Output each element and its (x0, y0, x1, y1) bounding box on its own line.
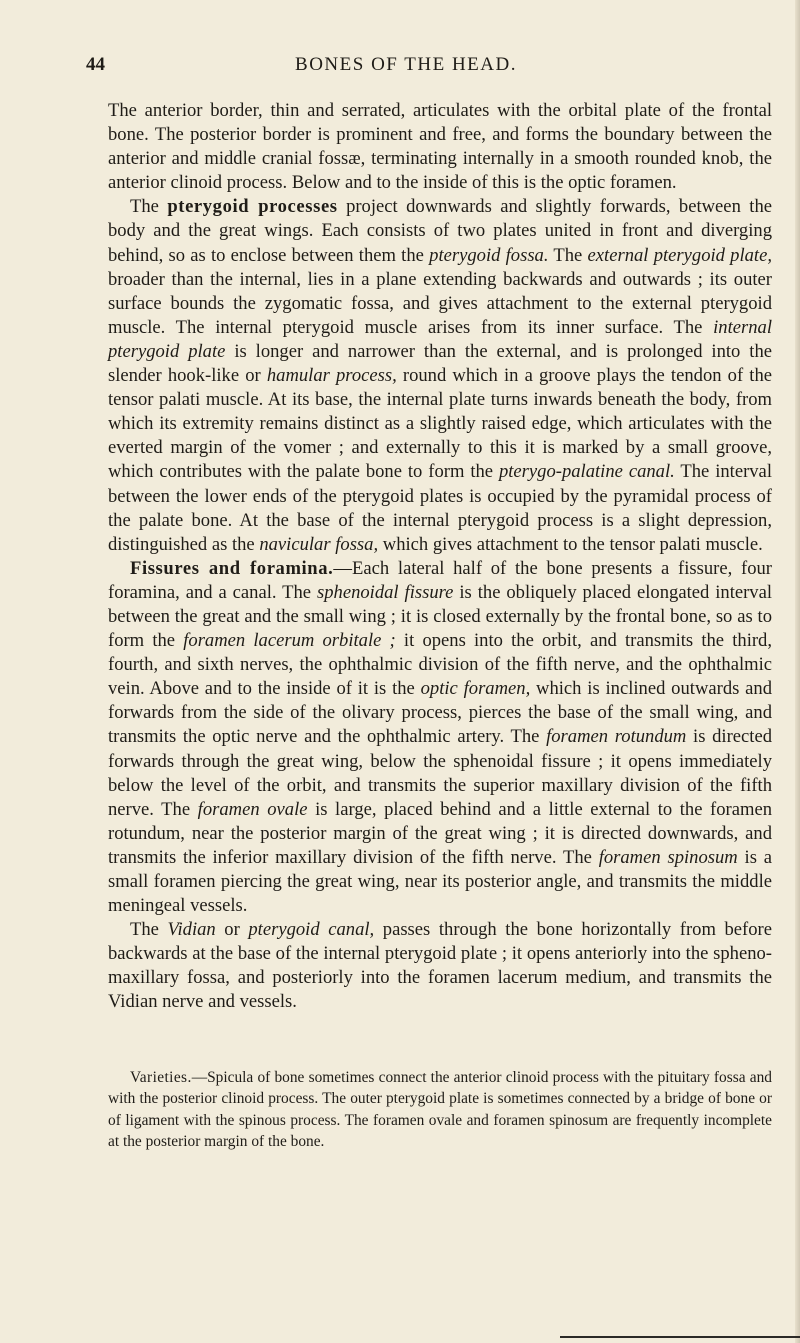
varieties-text: —Spicula of bone sometimes connect the anterior clinoid process with the pituitary fossa and with the posterior clinoid process. The outer pterygoid plate is sometimes connected by a bridge of bone or of ligament with the spinous process. The foramen ovale and foramen spinosum are frequently incomplete at the posterior margin of the bone. (108, 1069, 772, 1150)
heading-pterygoid-processes: pterygoid processes (167, 196, 338, 218)
paragraph-anterior-border: The anterior border, thin and serrated, articulates with the orbital plate of the frontal bone. The posterior border is prominent and free, and forms the boundary between the anterior and middle cranial fossæ, terminating internally in a smooth rounded knob, the anterior clinoid process. Below and to the inside of this is the optic foramen. (108, 100, 772, 194)
page-number: 44 (86, 54, 105, 75)
term-vidian: Vidian (167, 919, 216, 941)
main-text (108, 99, 772, 1015)
term-optic-foramen: optic foramen, (420, 678, 531, 700)
term-pterygoid-canal: pterygoid canal, (248, 919, 375, 941)
term-sphenoidal-fissure: sphenoidal fissure (317, 581, 454, 603)
term-navicular-fossa: navicular fossa, (259, 533, 379, 555)
bottom-rule (560, 1336, 800, 1338)
heading-fissures-foramina: Fissures and foramina. (130, 557, 334, 579)
term-foramen-ovale: foramen ovale (197, 798, 308, 820)
paragraph-fissures-foramina: Fissures and foramina.—Each lateral half of the bone presents a fissure, four foramina, and a canal. The sphenoidal fissure is the obliquely placed elongated interval between the great and the small wing ; it is closed externally by the frontal bone, so as to form the foramen lacerum orbitale ; it opens into the orbit, and transmits the third, fourth, and sixth nerves, the ophthalmic division of the fifth nerve, and the ophthalmic vein. Above and to the inside of it is the optic foramen, which is inclined outwards and forwards from the side of the olivary process, pierces the base of the small wing, and transmits the optic nerve and the ophthalmic artery. The foramen rotundum is directed forwards through the great wing, below the sphenoidal fissure ; it opens immediately below the level of the orbit, and transmits the superior maxillary division of the fifth nerve. The foramen ovale is large, placed behind and a little external to the foramen rotundum, near the posterior margin of the great wing ; it is directed downwards, and transmits the inferior maxillary division of the fifth nerve. The foramen spinosum is a small foramen piercing the great wing, near its posterior angle, and transmits the middle meningeal vessels. (108, 557, 773, 917)
running-head: BONES OF THE HEAD. (295, 54, 517, 75)
term-foramen-rotundum: foramen rotundum (546, 726, 687, 748)
term-internal-pterygoid-plate: internal pterygoid plate (108, 316, 772, 362)
term-pterygoid-fossa: pterygoid fossa. (429, 244, 549, 266)
term-foramen-lacerum-orbitale: foramen lacerum orbitale ; (183, 630, 396, 652)
term-pterygo-palatine-canal: pterygo-palatine canal. (498, 461, 675, 483)
term-foramen-spinosum: foramen spinosum (598, 846, 738, 868)
varieties-heading: Varieties. (130, 1069, 192, 1086)
varieties-note (108, 1067, 772, 1152)
paragraph-pterygoid-processes: The pterygoid processes project downwards and slightly forwards, between the body and the great wings. Each consists of two plates united in front and diverging behind, so as to enclose between them the pterygoid fossa. The external pterygoid plate, broader than the internal, lies in a plane extending backwards and outwards ; its outer surface bounds the zygomatic fossa, and gives attachment to the external pterygoid muscle. The internal pterygoid muscle arises from its inner surface. The internal pterygoid plate is longer and narrower than the external, and is prolonged into the slender hook-like or hamular process, round which in a groove plays the tendon of the tensor palati muscle. At its base, the internal plate turns inwards beneath the body, from which its extremity remains distinct as a slightly raised edge, which articulates with the everted margin of the vomer ; and externally to this it is marked by a small groove, which contributes with the palate bone to form the pterygo-palatine canal. The interval between the lower ends of the pterygoid plates is occupied by the pyramidal process of the palate bone. At the base of the internal pterygoid process is a slight depression, distinguished as the navicular fossa, which gives attachment to the tensor palati muscle. (108, 196, 773, 555)
paragraph-vidian-canal: The Vidian or pterygoid canal, passes through the bone horizontally from before backwards at the base of the internal pterygoid plate ; it opens anteriorly into the spheno-maxillary fossa, and posteriorly into the foramen lacerum medium, and transmits the Vidian nerve and vessels. (108, 919, 772, 1013)
term-external-pterygoid-plate: external pterygoid plate, (587, 244, 773, 266)
page-header (86, 54, 726, 84)
page-edge (795, 0, 800, 1343)
term-hamular-process: hamular process, (266, 365, 397, 387)
